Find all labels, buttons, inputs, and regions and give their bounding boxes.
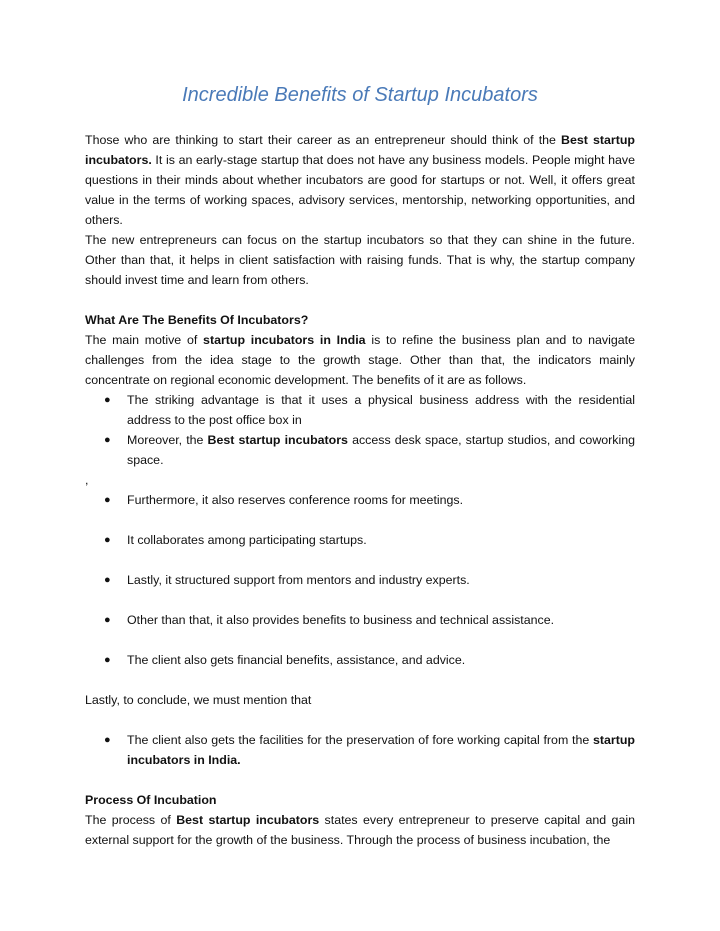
conclude-paragraph: Lastly, to conclude, we must mention that	[85, 693, 312, 707]
benefits-list-continued	[85, 490, 635, 670]
intro-paragraph-1	[85, 130, 635, 230]
bold-keyword: Best startup incubators	[176, 813, 320, 827]
text-run: It is an early-stage startup that does not have any business models. People might have questions in their minds about whether incubators are good for startups or not. Well, it offers great value in the terms of working spaces, advisory services, mentorship, networking opportunities, and others.	[85, 153, 635, 227]
text-run: The process of	[85, 813, 177, 827]
list-item-text: The client also gets financial benefits, assistance, and advice.	[127, 653, 466, 667]
list-item	[85, 570, 635, 590]
bullet-icon: ●	[104, 534, 111, 546]
bullet-icon: ●	[104, 574, 111, 586]
text-run: is to refine the business plan and to navigate challenges from the idea stage to the growth stage. Other than that, the indicators mainly concentrate on regional economic development. The benefits of it are as follows.	[85, 333, 635, 387]
bullet-icon: ●	[104, 734, 111, 746]
text-run: The main motive of	[85, 333, 204, 347]
benefits-paragraph	[85, 330, 635, 390]
text-run: The client also gets the facilities for the preservation of fore working capital from the	[127, 733, 593, 747]
document-body	[85, 130, 635, 850]
list-item-text: It collaborates among participating startups.	[127, 533, 367, 547]
bullet-icon: ●	[104, 654, 111, 666]
list-item	[85, 390, 635, 430]
bullet-icon: ●	[104, 494, 111, 506]
section-heading-benefits: What Are The Benefits Of Incubators?	[85, 313, 309, 327]
benefits-list	[85, 390, 635, 470]
process-paragraph	[85, 810, 635, 850]
bold-keyword: startup incubators in India.	[127, 733, 635, 767]
bullet-icon: ●	[104, 614, 111, 626]
bold-keyword: Best startup incubators.	[85, 133, 635, 167]
text-run: access desk space, startup studios, and coworking space.	[127, 433, 636, 467]
stray-comma: ,	[85, 473, 89, 487]
list-item	[85, 730, 635, 770]
text-run: states every entrepreneur to preserve capital and gain external support for the growth of the business. Through the process of business incubation, the	[85, 813, 635, 847]
list-item-text: Lastly, it structured support from mentors and industry experts.	[127, 573, 470, 587]
text-run: Those who are thinking to start their career as an entrepreneur should think of the	[85, 133, 562, 147]
bullet-icon: ●	[104, 434, 111, 446]
list-item-text: The striking advantage is that it uses a physical business address with the residential address to the post office box in	[127, 393, 635, 427]
document-title: Incredible Benefits of Startup Incubators	[182, 84, 538, 106]
section-heading-process: Process Of Incubation	[85, 793, 217, 807]
text-run: Moreover, the	[127, 433, 208, 447]
list-item	[85, 530, 635, 550]
intro-paragraph-2: The new entrepreneurs can focus on the startup incubators so that they can shine in the future. Other than that, it helps in client satisfaction with raising funds. That is why, the startup company should invest time and learn from others.	[85, 233, 635, 287]
conclude-list	[85, 730, 635, 770]
list-item-text: Furthermore, it also reserves conference rooms for meetings.	[127, 493, 464, 507]
list-item	[85, 490, 635, 510]
bullet-icon: ●	[104, 394, 111, 406]
list-item	[85, 650, 635, 670]
bold-keyword: startup incubators in India	[203, 333, 366, 347]
list-item	[85, 430, 635, 470]
list-item-text: Other than that, it also provides benefits to business and technical assistance.	[127, 613, 555, 627]
bold-keyword: Best startup incubators	[207, 433, 348, 447]
list-item	[85, 610, 635, 630]
